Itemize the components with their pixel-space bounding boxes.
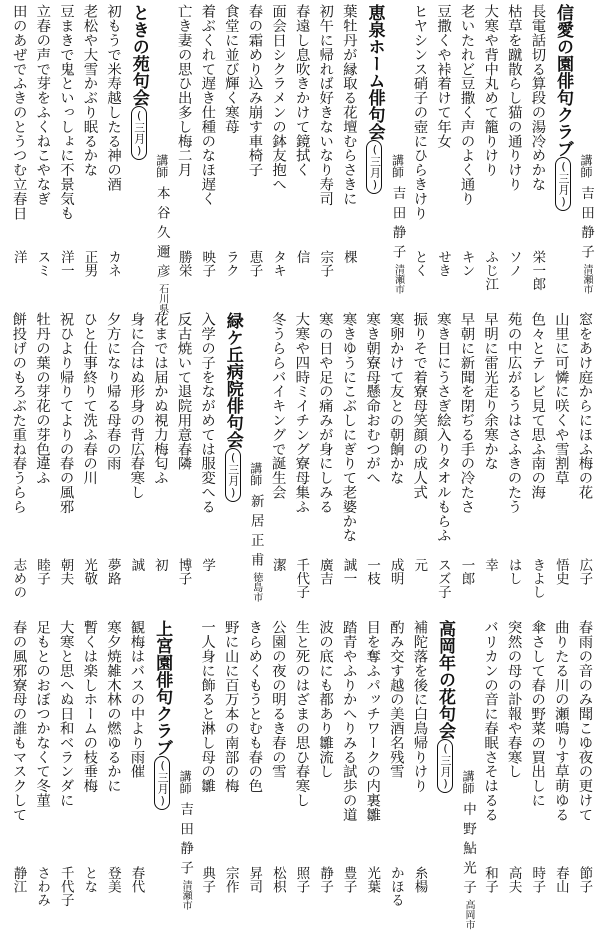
haiku-text: 色々とテレビ見て思ふ南の海 [529, 312, 546, 500]
haiku-text: 老いたれど豆撒く声のよく通り [458, 4, 475, 206]
haiku-entry [30, 620, 54, 908]
haiku-entry [101, 312, 125, 600]
haiku-text: 一人身に飾ると淋し母の雛 [199, 620, 216, 793]
haiku-text: 生と死のはざまの思ひ春寒し [293, 620, 310, 808]
haiku-entry [502, 312, 526, 600]
haiku-text: 豆まきで鬼といっしょに不景気も [57, 4, 74, 220]
haiku-entry [6, 312, 30, 600]
haiku-author: 節子 [576, 866, 593, 893]
haiku-entry [290, 4, 314, 292]
haiku-text: 枯草を蹴散らし猫の通りけり [505, 4, 522, 192]
haiku-text: 春遠し息吹きかけて鏡拭く [293, 4, 310, 177]
haiku-text: 苑の中広がるうはさふきのたう [505, 312, 522, 514]
haiku-text: 寒き日にうさぎ絵入りタオルもらふ [434, 312, 451, 543]
lecturer-line: 講師吉田静子清瀬市 [177, 770, 194, 910]
lecturer-line: 講師新居正甫徳島市 [247, 462, 264, 602]
haiku-author: 潔 [269, 558, 286, 572]
haiku-text: 山里に可憐に咲くや雪割草 [552, 312, 569, 485]
haiku-author: かほる [387, 866, 404, 907]
haiku-author: キン [458, 250, 475, 277]
haiku-text: 突然の母の訃報や春寒し [505, 620, 522, 779]
section-header [360, 4, 407, 292]
haiku-entry [219, 620, 243, 908]
city-label: 石川県 [156, 283, 168, 314]
band-3 [6, 620, 596, 930]
haiku-entry [407, 4, 431, 292]
haiku-text: 大寒や背中丸めて籠りけり [482, 4, 499, 177]
city-label: 徳島市 [250, 572, 262, 602]
haiku-text: 大寒や四時ミイチング寮母集ふ [293, 312, 310, 514]
city-label: 清瀬市 [581, 264, 592, 294]
haiku-text: 亡き妻の思ひ出多し梅二月 [175, 4, 192, 177]
haiku-author: とな [81, 866, 98, 893]
section-header [219, 312, 266, 600]
haiku-text: 傘さして春の野菜の買出しに [529, 620, 546, 808]
haiku-entry [172, 4, 196, 292]
haiku-text: きらめくもうとむも春の色 [246, 620, 263, 793]
haiku-author: 光敬 [81, 558, 98, 585]
haiku-text: 立春の声で芽をふくねこやなぎ [34, 4, 51, 206]
haiku-author: 静子 [317, 866, 334, 893]
haiku-author: 誠一 [340, 558, 357, 585]
haiku-text: 寒き朝寮母懸命おむつがへ [364, 312, 381, 485]
lecturer-name: 吉田静子 [578, 186, 594, 264]
month-badge: (三月) [225, 448, 241, 502]
haiku-entry [289, 312, 313, 600]
section-header [125, 4, 172, 314]
haiku-text: 春の霜めり込み崩す車椅子 [246, 4, 263, 177]
haiku-entry [172, 312, 196, 600]
haiku-entry [525, 4, 549, 292]
haiku-text: 寒きゆうにこぶしにぎりて老婆かな [340, 312, 357, 543]
month-badge: (三月) [131, 106, 147, 160]
lecturer-line: 講師吉田静子清瀬市 [578, 154, 594, 294]
haiku-entry [195, 620, 219, 908]
haiku-text: 曲りたる川の瀬鳴りす草萌ゆる [552, 620, 569, 822]
haiku-text: 野に山に百万本の南部の梅 [222, 620, 239, 793]
haiku-text: 着ぶくれて遅き仕種のなほ遅く [199, 4, 216, 206]
haiku-entry [525, 620, 549, 908]
haiku-text: 初午に帰れば好きないなり寿司 [317, 4, 334, 206]
haiku-text: 目を奪ふパッチワークの内裏雛 [364, 620, 381, 822]
haiku-author: 一郎 [458, 558, 475, 585]
haiku-entry [337, 620, 361, 908]
lecturer-name: 吉田静子 [177, 802, 194, 880]
haiku-author: 静江 [10, 866, 27, 893]
haiku-entry [266, 312, 290, 600]
haiku-text: 豆撒くや裃着けて年女 [435, 4, 452, 148]
haiku-text: 入学の子をながめては服変へる [199, 312, 216, 514]
haiku-text: 公園の夜の明るき春の雪 [269, 620, 286, 779]
haiku-author: 洋 [10, 250, 27, 264]
haiku-entry [7, 4, 31, 292]
haiku-entry [78, 4, 102, 292]
haiku-author: 千代子 [293, 558, 310, 599]
haiku-entry [549, 312, 573, 600]
haiku-entry [124, 312, 148, 600]
haiku-author: 恵子 [246, 250, 263, 277]
haiku-author: 照子 [293, 866, 310, 893]
haiku-entry [195, 4, 219, 292]
haiku-text: 祝ひより帰りてよりの春の風邪 [57, 312, 74, 514]
haiku-entry [407, 620, 431, 908]
haiku-author: 映子 [199, 250, 216, 277]
haiku-author: きよし [529, 558, 546, 599]
haiku-entry [101, 620, 125, 908]
month-badge: (三月) [555, 157, 571, 211]
haiku-author: 廣吉 [316, 558, 333, 585]
haiku-entry [502, 4, 526, 292]
section-title: 緑ケ丘病院俳句会(三月) [220, 312, 246, 492]
haiku-entry [478, 620, 502, 908]
haiku-text: 夕方になり帰る母春の雨 [104, 312, 121, 471]
haiku-text: ヒヤシンス硝子の壺にひらきけり [411, 4, 428, 220]
haiku-entry [384, 312, 408, 600]
haiku-text: 餅投げのもろぶた重ね春うらら [10, 312, 27, 514]
haiku-text: 窓をあけ庭からにほふ梅の花 [576, 312, 593, 500]
haiku-author: 夢路 [104, 558, 121, 585]
haiku-author: 勝栄 [175, 250, 192, 277]
haiku-text: バリカンの音に春眠さそはるる [482, 620, 499, 822]
haiku-author: 光葉 [364, 866, 381, 893]
haiku-text: 食堂に並び輝く寒苺 [222, 4, 239, 134]
haiku-entry [407, 312, 431, 600]
lecturer-name: 吉田静子 [389, 186, 406, 264]
haiku-author: 朝夫 [57, 558, 74, 585]
haiku-entry [125, 620, 149, 908]
haiku-entry [313, 620, 337, 908]
haiku-author: スズ子 [434, 558, 451, 599]
haiku-text: 冬うららバイキングで誕生会 [269, 312, 286, 500]
haiku-entry [455, 4, 479, 292]
haiku-author: 悟史 [552, 558, 569, 585]
haiku-text: 反古焼いて退院用意春隣 [175, 312, 192, 471]
haiku-author: 春代 [128, 866, 145, 893]
haiku-author: 博子 [175, 558, 192, 585]
haiku-entry [525, 312, 549, 600]
haiku-author: 成明 [387, 558, 404, 585]
haiku-text: 寒卵かけて友との朝餉かな [387, 312, 404, 485]
month-badge: (三月) [437, 739, 453, 793]
haiku-author: 正男 [81, 250, 98, 277]
haiku-entry [195, 312, 219, 600]
section-header [148, 620, 195, 908]
haiku-entry [336, 312, 360, 600]
haiku-entry [384, 620, 408, 908]
haiku-entry [313, 4, 337, 292]
haiku-entry [266, 4, 290, 292]
haiku-author: 睦子 [33, 558, 50, 585]
section-title: 信愛の園俳句クラブ(三月) [550, 4, 576, 184]
haiku-author: 典子 [199, 866, 216, 893]
haiku-author: 洋一 [57, 250, 74, 277]
lecturer-name: 中野鮎光子 [460, 802, 477, 900]
lecturer-line: 講師本谷久邇彦石川県 [153, 154, 170, 314]
lecturer-line: 講師中野鮎光子高岡市 [460, 770, 477, 930]
haiku-author: 幸 [482, 558, 499, 572]
band-2 [6, 312, 596, 600]
haiku-text: 初もうで米寿越したる神の酒 [105, 4, 122, 192]
haiku-author: はし [505, 558, 522, 585]
haiku-text: 長電話切る算段の湯冷めかな [529, 4, 546, 192]
haiku-author: せき [435, 250, 452, 277]
haiku-entry [572, 312, 596, 600]
haiku-entry [549, 620, 573, 908]
haiku-text: 振りそで着寮母笑顔の成人式 [411, 312, 428, 500]
haiku-entry [242, 4, 266, 292]
band-1 [6, 4, 596, 314]
haiku-author: 学 [199, 558, 216, 572]
haiku-text: 大寒と思へぬ日和ベランダに [57, 620, 74, 808]
section-title: ときの苑句会(三月) [126, 4, 152, 184]
haiku-entry [101, 4, 125, 292]
section-header [549, 4, 596, 292]
haiku-author: 一枝 [364, 558, 381, 585]
haiku-text: 踏青やふりかへりみる試歩の道 [340, 620, 357, 822]
haiku-entry [337, 4, 361, 292]
haiku-entry [54, 620, 78, 908]
haiku-entry [454, 312, 478, 600]
haiku-text: 観梅はバスの中より雨催 [128, 620, 145, 779]
lecturer-name: 新居正甫 [247, 494, 264, 572]
haiku-text: 牡丹の葉の芽花の芽色違ふ [33, 312, 50, 485]
haiku-text: 春雨の音のみ聞こゆ夜の更けて [576, 620, 593, 822]
haiku-author: 豊子 [340, 866, 357, 893]
haiku-text: 酌み交す越の美酒名残雪 [387, 620, 404, 779]
section-title: 高岡年の花句会(三月) [432, 620, 458, 800]
haiku-author: 信 [293, 250, 310, 264]
haiku-text: 寒夕焼雑木林の燃ゆるかに [104, 620, 121, 793]
haiku-text: ひと仕事終りて洗ふ春の川 [81, 312, 98, 485]
haiku-author: 昇司 [246, 866, 263, 893]
haiku-author: ソノ [505, 250, 522, 277]
haiku-entry [478, 4, 502, 292]
haiku-page [6, 4, 596, 930]
haiku-author: タキ [270, 250, 287, 277]
section-title: 恵泉ホーム俳句会(三月) [361, 4, 387, 184]
haiku-text: 足もとのおぼつかなくて冬菫 [34, 620, 51, 808]
haiku-author: 栄一郎 [529, 250, 546, 291]
haiku-entry [77, 620, 101, 908]
haiku-entry [360, 312, 384, 600]
haiku-entry [266, 620, 290, 908]
haiku-entry [7, 620, 31, 908]
haiku-author: 広子 [576, 558, 593, 585]
haiku-author: とく [411, 250, 428, 277]
haiku-author: カネ [105, 250, 122, 277]
haiku-text: 葉牡丹が縁取る花壇むらさきに [340, 4, 357, 206]
haiku-author: 誠 [128, 558, 145, 572]
haiku-entry [77, 312, 101, 600]
haiku-author: 和子 [482, 866, 499, 893]
haiku-text: 早明に雷光走り余寒かな [482, 312, 499, 471]
haiku-author: 春山 [552, 866, 569, 893]
haiku-author: 高夫 [505, 866, 522, 893]
haiku-author: 糸楊 [411, 866, 428, 893]
city-label: 清瀬市 [392, 264, 404, 294]
haiku-text: 暫くは楽しホームの枝垂梅 [81, 620, 98, 793]
haiku-entry [219, 4, 243, 292]
haiku-author: さわみ [34, 866, 51, 907]
haiku-author: 志めの [10, 558, 27, 599]
haiku-entry [289, 620, 313, 908]
haiku-author: 登美 [104, 866, 121, 893]
haiku-text: 田のあぜでふきのとうつむ立春日 [10, 4, 27, 220]
lecturer-line: 講師吉田静子清瀬市 [389, 154, 406, 294]
haiku-author: スミ [34, 250, 51, 277]
city-label: 清瀬市 [180, 880, 192, 910]
haiku-author: 千代子 [57, 866, 74, 907]
haiku-text: 補陀落を後に白鳥帰りけり [411, 620, 428, 793]
haiku-entry [30, 4, 54, 292]
haiku-text: 身に合はぬ形身の背広春寒し [128, 312, 145, 500]
haiku-text: 早朝に新聞を閉ぢる手の冷たさ [458, 312, 475, 514]
haiku-entry [148, 312, 172, 600]
haiku-author: 松枳 [269, 866, 286, 893]
section-header [431, 620, 478, 930]
haiku-text: 寒の日や足の痛みが身にしみる [316, 312, 333, 514]
haiku-entry [502, 620, 526, 908]
month-badge: (三月) [366, 140, 382, 194]
haiku-text: 花までは届かぬ視力梅匂ふ [151, 312, 168, 485]
month-badge: (三月) [154, 756, 170, 810]
haiku-entry [242, 620, 266, 908]
haiku-text: 春の風邪寮母の誰もマスクして [10, 620, 27, 822]
haiku-author: ラク [222, 250, 239, 277]
haiku-author: ふじ江 [482, 250, 499, 291]
section-title: 上宮園俳句クラブ(三月) [149, 620, 175, 800]
haiku-author: 宗子 [317, 250, 334, 277]
haiku-entry [572, 620, 596, 908]
haiku-entry [431, 312, 455, 600]
haiku-text: 面会日シクラメンの鉢友抱へ [270, 4, 287, 192]
haiku-entry [54, 4, 78, 292]
haiku-author: 棵 [340, 250, 357, 264]
haiku-entry [360, 620, 384, 908]
haiku-entry [478, 312, 502, 600]
haiku-author: 時子 [529, 866, 546, 893]
haiku-author: 初 [151, 558, 168, 572]
haiku-entry [313, 312, 337, 600]
city-label: 高岡市 [463, 899, 475, 930]
haiku-entry [431, 4, 455, 292]
haiku-text: 老松や大雪かぶり眠るかな [81, 4, 98, 177]
haiku-entry [30, 312, 54, 600]
haiku-text: 波の底にも都あり雛流し [317, 620, 334, 779]
haiku-author: 元 [411, 558, 428, 572]
lecturer-name: 本谷久邇彦 [153, 186, 170, 284]
haiku-entry [54, 312, 78, 600]
haiku-author: 宗作 [222, 866, 239, 893]
